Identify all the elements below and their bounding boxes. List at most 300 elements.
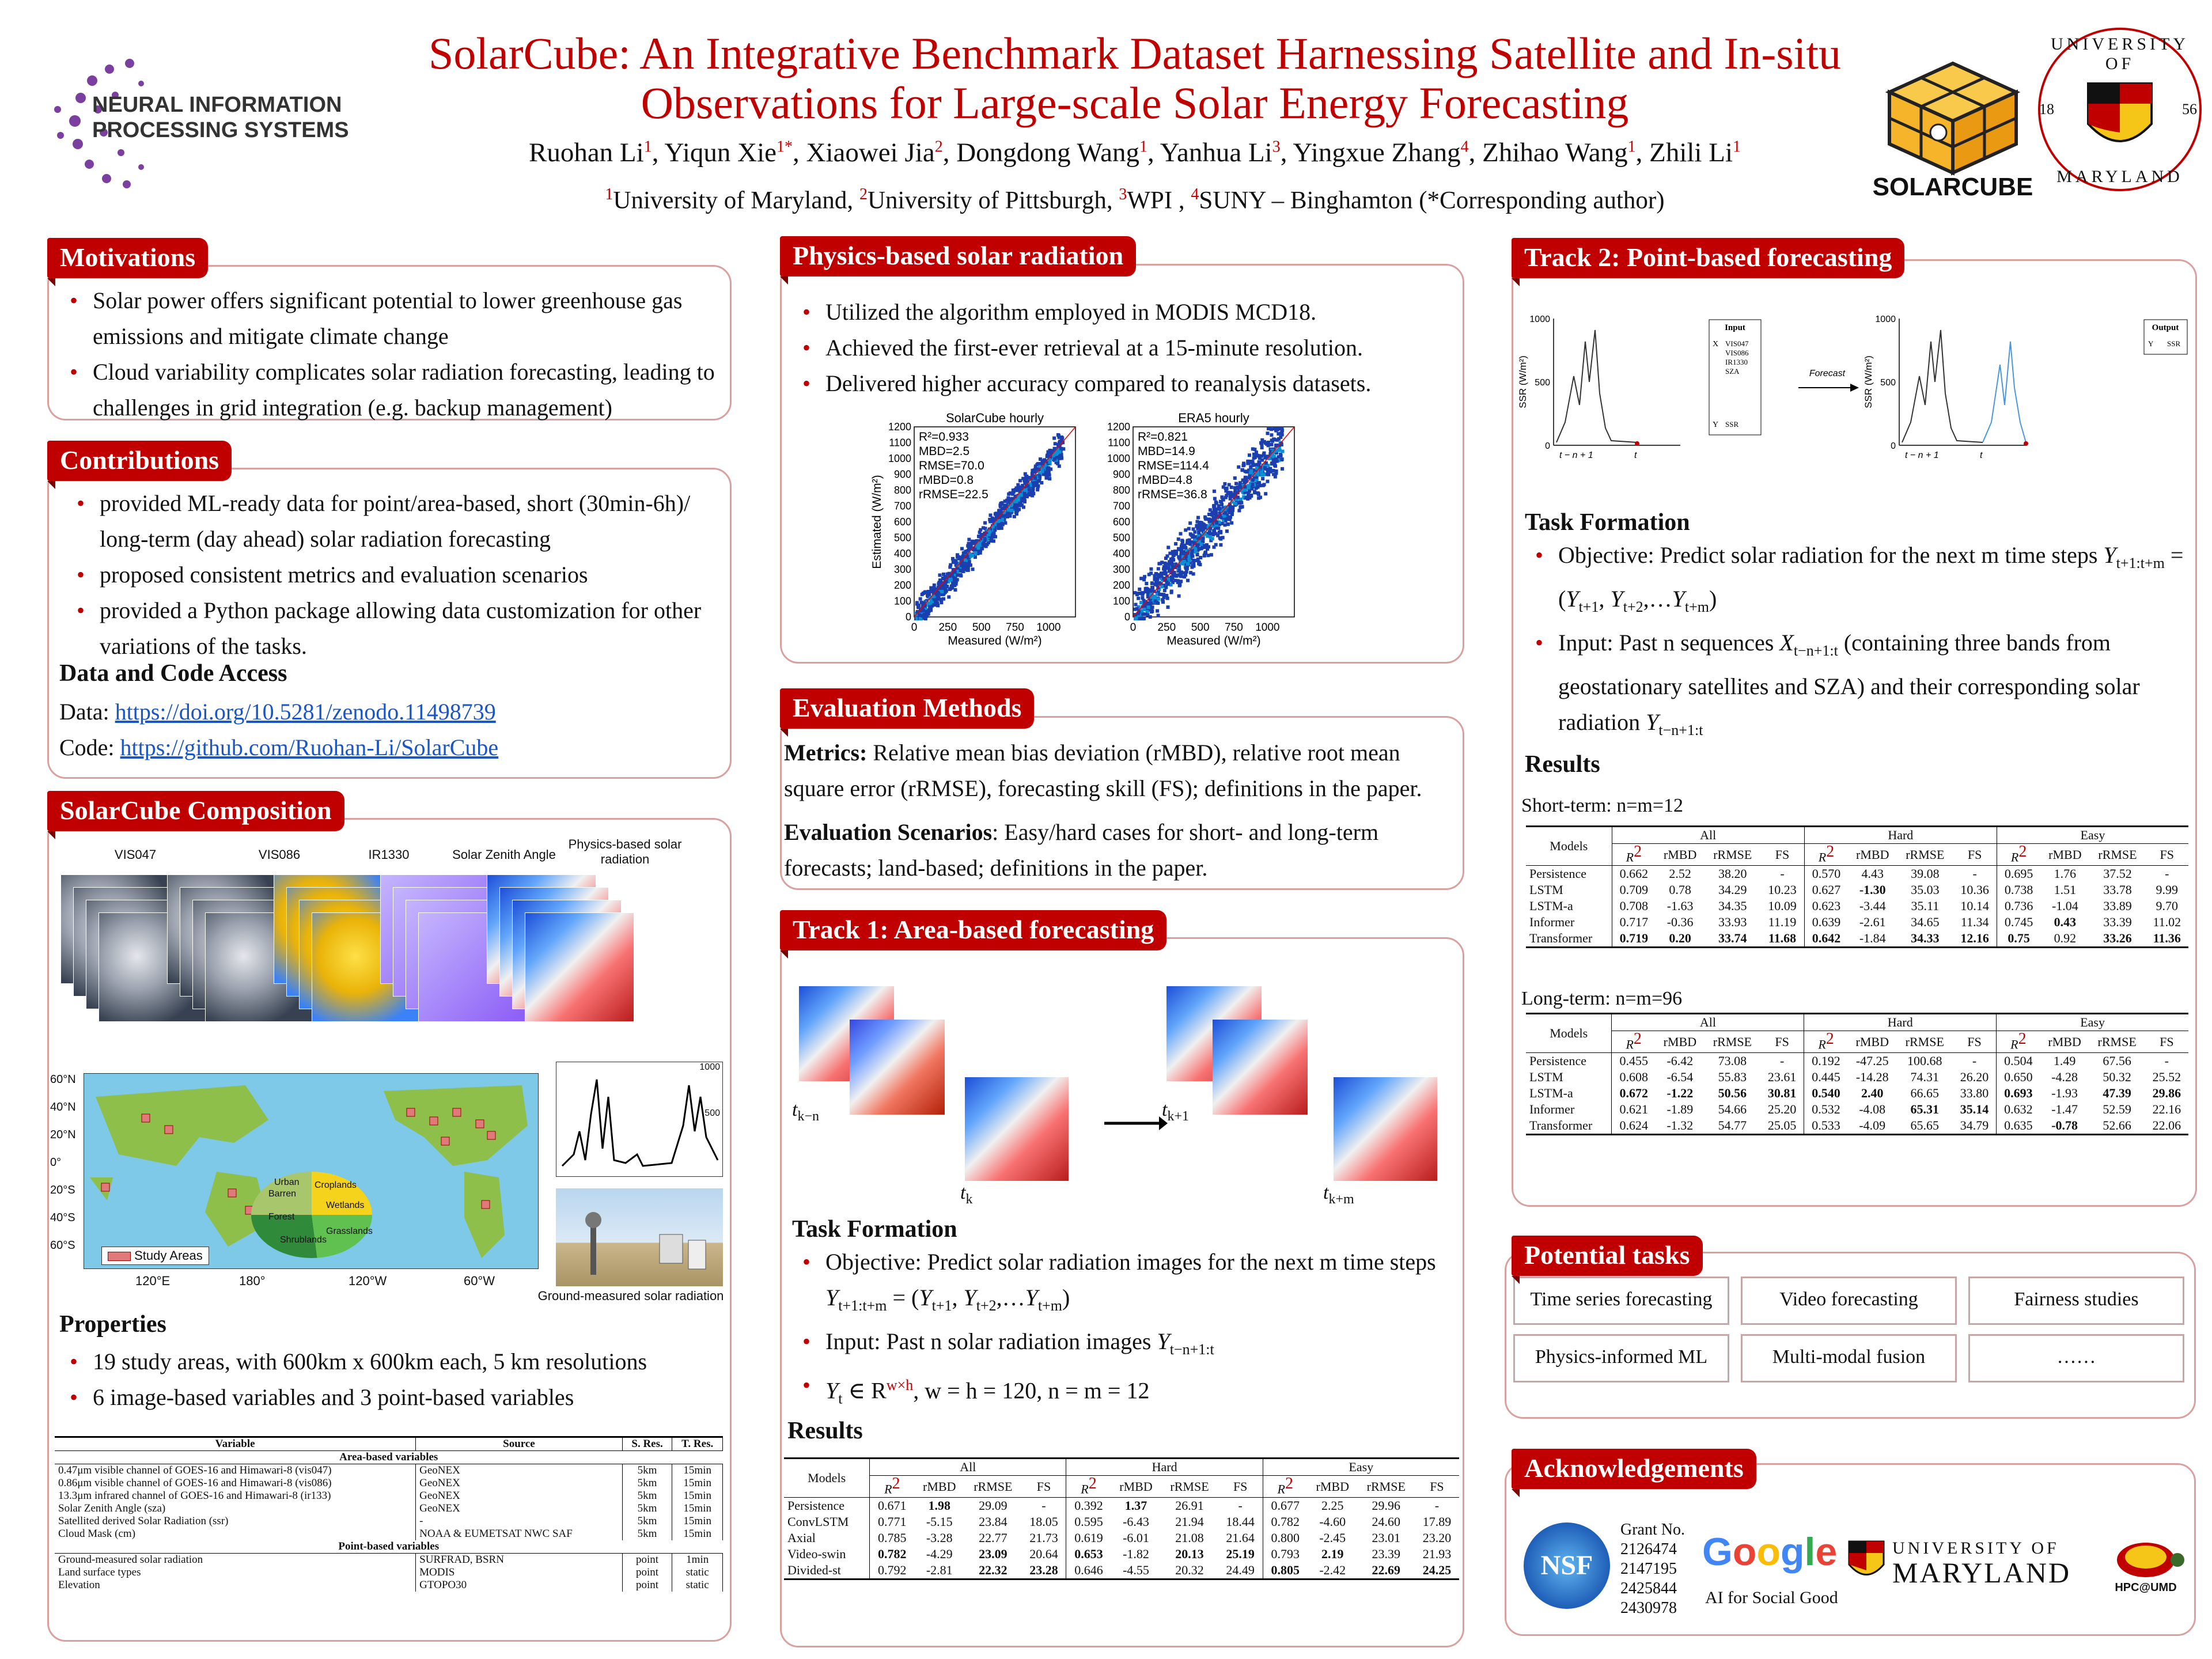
- result-cell: 0.619: [1074, 1531, 1103, 1546]
- scatter-point: [1054, 442, 1057, 445]
- table-row: [1526, 914, 2188, 930]
- col-header: rRMSE: [1705, 1031, 1760, 1053]
- scatter-point: [1154, 582, 1157, 586]
- scatter-point: [1200, 543, 1203, 546]
- group-header: Hard: [1804, 1014, 1997, 1031]
- channel-label: Physics-based solar radiation: [568, 837, 682, 866]
- google-logo: [1702, 1529, 1837, 1574]
- result-cell: 20.13: [1175, 1547, 1204, 1562]
- table-row: [55, 1579, 723, 1592]
- frame-label: $t_{k-n}$: [792, 1099, 819, 1124]
- track1-task-item: • $Y_t$ ∈ $R^{w\times h}$, w = h = 120, n = m = 12: [792, 1368, 1449, 1416]
- scatter-point: [1196, 516, 1200, 520]
- y-tick: 800: [893, 484, 911, 496]
- scatter-point: [1191, 535, 1194, 539]
- motivation-item: • Cloud variability complicates solar radiation forecasting, leading to challenges in grid integration (e.g. backup management): [59, 354, 722, 426]
- result-cell: 0.672: [1619, 1086, 1648, 1101]
- map-lon-label: 60°W: [464, 1274, 495, 1288]
- properties-title: Properties: [59, 1311, 166, 1338]
- result-cell: 55.83: [1718, 1070, 1747, 1085]
- scatter-point: [929, 600, 933, 603]
- potential-header: Potential tasks: [1512, 1236, 1703, 1276]
- scatter-point: [1257, 493, 1260, 496]
- scatter-plots: [870, 411, 1456, 669]
- scatter-point: [1150, 610, 1153, 613]
- scatter-point: [937, 595, 940, 599]
- data-access-title: Data and Code Access: [59, 660, 287, 687]
- scatter-point: [1134, 603, 1138, 607]
- scatter-point: [1192, 562, 1195, 565]
- scatter-point: [1048, 477, 1051, 480]
- scatter-point: [1274, 457, 1278, 461]
- result-cell: 0.532: [1812, 1102, 1840, 1117]
- result-cell: 38.20: [1718, 866, 1747, 881]
- result-cell: -4.28: [2051, 1070, 2078, 1085]
- result-cell: 0.78: [1669, 882, 1691, 897]
- scatter-point: [1001, 514, 1005, 518]
- result-cell: 0.92: [2040, 930, 2089, 948]
- result-cell: -6.54: [1666, 1070, 1694, 1085]
- scatter-point: [967, 538, 971, 541]
- grant-number: 2147195: [1620, 1560, 1677, 1578]
- result-cell: 0.445: [1812, 1070, 1840, 1085]
- google-letter: l: [1804, 1530, 1816, 1574]
- scatter-point: [1215, 521, 1218, 525]
- y-axis-label: SSR (W/m²): [1517, 355, 1528, 408]
- result-cell: 11.19: [1760, 914, 1804, 930]
- x-tick: 500: [972, 622, 991, 634]
- result-cell: 37.52: [2103, 866, 2132, 881]
- y-tick: 1100: [1108, 437, 1130, 449]
- result-cell: -: [1953, 866, 1997, 882]
- result-cell: -14.28: [1855, 1070, 1889, 1085]
- scatter-point: [984, 544, 988, 548]
- x-tick: 750: [1225, 622, 1243, 634]
- scatter-point: [1056, 462, 1059, 465]
- result-cell: 0.504: [2004, 1054, 2033, 1069]
- col-header: $R^2$: [870, 1476, 915, 1498]
- result-cell: 0.624: [1612, 1118, 1656, 1135]
- ack-box: [1505, 1463, 2196, 1636]
- pie-label: Forest: [268, 1212, 295, 1222]
- author-name: Yanhua Li: [1160, 138, 1272, 168]
- result-cell: 35.03: [1911, 882, 1940, 897]
- scatter-point: [1170, 578, 1173, 582]
- result-cell: 65.65: [1897, 1118, 1953, 1135]
- solarcube-logo-text: SOLARCUBE: [1872, 173, 2033, 201]
- scatter-point: [1168, 552, 1172, 555]
- scatter-point: [1185, 570, 1188, 574]
- channel-frame: [525, 912, 634, 1022]
- motivations-header: Motivations: [47, 238, 208, 278]
- result-cell: 25.19: [1218, 1546, 1263, 1562]
- composition-box: [47, 818, 732, 1642]
- scatter-chart: [870, 411, 1075, 647]
- scatter-point: [1189, 571, 1192, 574]
- map-lat-label: 60°S: [50, 1239, 75, 1252]
- table-row: [55, 1490, 723, 1502]
- scatter-point: [1217, 527, 1220, 530]
- result-cell: 0.192: [1812, 1054, 1840, 1069]
- col-header: rRMSE: [1705, 844, 1760, 866]
- ground-timeseries: [556, 1062, 723, 1177]
- scatter-title: ERA5 hourly: [1178, 411, 1249, 425]
- affiliations: [300, 185, 1970, 214]
- scatter-point: [1139, 601, 1143, 604]
- x-axis-label: Measured (W/m²): [1166, 634, 1261, 647]
- scatter-point: [1213, 490, 1216, 493]
- scatter-point: [1240, 468, 1244, 472]
- result-cell: 25.52: [2152, 1070, 2181, 1085]
- table-row: [55, 1477, 723, 1490]
- result-cell: 0.540: [1812, 1086, 1840, 1101]
- motivations-list: [59, 283, 722, 426]
- scatter-point: [1024, 488, 1027, 492]
- result-cell: -2.42: [1308, 1562, 1358, 1580]
- scatter-point: [1142, 578, 1146, 581]
- result-cell: 1.76: [2054, 866, 2077, 881]
- input-box-frame: [1709, 320, 1761, 435]
- author-sep: ,: [1147, 138, 1160, 168]
- pie-label: Barren: [268, 1189, 297, 1199]
- result-cell: 0.782: [878, 1547, 907, 1562]
- output-yvar: SSR: [2167, 339, 2181, 348]
- table-row: [1526, 1101, 2188, 1118]
- author-sup: 1: [643, 138, 652, 156]
- scatter-point: [951, 557, 955, 560]
- y-tick: 700: [893, 500, 911, 512]
- scatter-point: [1247, 484, 1251, 488]
- table-row: [1526, 898, 2188, 914]
- scatter-point: [919, 597, 922, 601]
- result-cell: 10.23: [1760, 882, 1804, 898]
- google-letter: e: [1815, 1530, 1838, 1574]
- table-row: [1526, 1118, 2188, 1135]
- scatter-point: [1161, 600, 1165, 603]
- ack-header: Acknowledgements: [1512, 1449, 1756, 1489]
- table-row: [55, 1464, 723, 1478]
- col-header: rRMSE: [1897, 1031, 1953, 1053]
- scatter-point: [1260, 438, 1264, 442]
- composition-header: SolarCube Composition: [47, 791, 344, 831]
- scatter-point: [1142, 617, 1146, 620]
- scatter-point: [1260, 442, 1263, 446]
- result-cell: -: [2164, 1054, 2169, 1069]
- y-tick: 0: [1545, 441, 1550, 451]
- data-link[interactable]: https://doi.org/10.5281/zenodo.11498739: [115, 699, 496, 725]
- result-cell: 0.792: [870, 1562, 915, 1580]
- scatter-point: [934, 601, 938, 604]
- scatter-point: [1157, 562, 1161, 566]
- scatter-stat: R²=0.821: [1138, 430, 1188, 444]
- ssr-history-line: [1556, 330, 1637, 442]
- y-tick: 1200: [888, 421, 911, 433]
- result-cell: -4.60: [1319, 1514, 1346, 1529]
- scatter-point: [1003, 521, 1007, 525]
- author-name: Ruohan Li: [528, 138, 644, 168]
- x-tick: 250: [1157, 622, 1176, 634]
- var-table-cell: GeoNEX: [416, 1464, 623, 1478]
- col-header: rMBD: [1848, 1031, 1897, 1053]
- var-table-cell: 5km: [622, 1528, 672, 1540]
- y-tick: 900: [893, 468, 911, 480]
- result-cell: 0.695: [2004, 866, 2033, 881]
- result-cell: 0.627: [1812, 882, 1841, 897]
- result-cell: 47.39: [2103, 1086, 2131, 1101]
- scatter-point: [1218, 507, 1221, 510]
- result-cell: 25.05: [1760, 1118, 1804, 1135]
- result-cell: 29.86: [2152, 1086, 2181, 1101]
- properties-list: [59, 1344, 722, 1415]
- poster-title: [300, 29, 1970, 128]
- scatter-point: [1213, 505, 1216, 508]
- scatter-point: [981, 543, 984, 546]
- author-sup: 1: [1139, 138, 1147, 156]
- data-label: Data:: [59, 699, 115, 725]
- scatter-point: [1146, 593, 1150, 596]
- y-tick: 600: [1112, 516, 1130, 528]
- var-table-cell: Cloud Mask (cm): [55, 1528, 416, 1540]
- input-frame-3: [965, 1077, 1069, 1181]
- col-header: rMBD: [1656, 844, 1705, 866]
- grant-number: 2126474: [1620, 1540, 1677, 1558]
- var-table-section: Area-based variables: [55, 1451, 723, 1464]
- ts-tick-1000: 1000: [699, 1062, 720, 1072]
- scatter-point: [1174, 542, 1177, 546]
- col-header: rMBD: [914, 1476, 964, 1498]
- result-cell: 21.08: [1175, 1531, 1204, 1546]
- var-table-cell: GTOPO30: [416, 1579, 623, 1592]
- result-cell: 23.09: [979, 1547, 1007, 1562]
- result-cell: 35.11: [1911, 899, 1940, 914]
- scatter-point: [938, 578, 942, 582]
- result-cell: -: [1021, 1498, 1066, 1514]
- result-cell: 1.49: [2053, 1054, 2076, 1069]
- scatter-point: [1251, 464, 1255, 467]
- y-tick: 500: [1535, 378, 1550, 388]
- var-table-cell: GeoNEX: [416, 1502, 623, 1515]
- result-cell: -: [1760, 866, 1804, 882]
- y-tick: 200: [1112, 579, 1130, 591]
- result-cell: Persistence: [784, 1498, 870, 1514]
- y-tick: 1000: [888, 453, 911, 464]
- y-axis-label: Estimated (W/m²): [870, 475, 884, 569]
- track1-table-wrap: [784, 1457, 1459, 1580]
- result-cell: 0.623: [1812, 899, 1841, 914]
- author-sep: ,: [942, 138, 957, 168]
- result-cell: Video-swin: [784, 1546, 870, 1562]
- scatter-point: [1166, 605, 1170, 609]
- scatter-point: [1233, 476, 1237, 480]
- scatter-point: [949, 563, 952, 567]
- scatter-point: [1199, 556, 1202, 559]
- scatter-point: [1257, 497, 1260, 500]
- result-cell: 10.09: [1760, 898, 1804, 914]
- scatter-point: [962, 570, 965, 573]
- result-cell: 22.16: [2152, 1102, 2181, 1117]
- x-tick: 1000: [1255, 622, 1280, 634]
- scatter-point: [1145, 582, 1148, 585]
- map-lon-label: 120°W: [349, 1274, 387, 1288]
- result-cell: 0.635: [1997, 1118, 2040, 1135]
- scatter-stat: RMSE=114.4: [1138, 459, 1209, 472]
- result-cell: 0.20: [1656, 930, 1705, 948]
- scatter-point: [1038, 475, 1041, 478]
- scatter-point: [1192, 527, 1195, 531]
- result-cell: 23.01: [1372, 1531, 1401, 1546]
- col-header: FS: [1760, 1031, 1804, 1053]
- scatter-stat: RMSE=70.0: [919, 459, 984, 472]
- result-cell: 10.14: [1953, 898, 1997, 914]
- scatter-stat: rRMSE=22.5: [919, 488, 988, 501]
- result-cell: 0.805: [1263, 1562, 1308, 1580]
- scatter-point: [923, 590, 927, 594]
- x-axis-label: Measured (W/m²): [948, 634, 1042, 647]
- scatter-point: [983, 521, 987, 525]
- potential-task-cell: Physics-informed ML: [1513, 1334, 1729, 1382]
- scatter-point: [1149, 567, 1153, 571]
- scatter-point: [941, 586, 944, 590]
- scatter-point: [1149, 571, 1153, 575]
- result-cell: 66.65: [1910, 1086, 1940, 1101]
- scatter-point: [1173, 550, 1177, 554]
- code-link[interactable]: https://github.com/Ruohan-Li/SolarCube: [120, 734, 499, 760]
- var-table-cell: GeoNEX: [416, 1477, 623, 1490]
- scatter-point: [1244, 469, 1247, 473]
- scatter-stat: R²=0.933: [919, 430, 969, 444]
- scatter-point: [1168, 560, 1171, 563]
- result-cell: 54.66: [1718, 1102, 1747, 1117]
- scatter-point: [1225, 487, 1229, 490]
- result-cell: 24.49: [1218, 1562, 1263, 1580]
- result-cell: 11.02: [2153, 915, 2181, 930]
- result-cell: 52.66: [2089, 1118, 2145, 1135]
- scatter-point: [1188, 559, 1191, 562]
- potential-task-cell: Multi-modal fusion: [1741, 1334, 1957, 1382]
- scatter-point: [979, 551, 982, 555]
- var-table-cell: 15min: [672, 1490, 723, 1502]
- scatter-point: [1230, 521, 1233, 525]
- result-cell: -2.61: [1859, 915, 1886, 930]
- scatter-point: [1257, 461, 1261, 465]
- result-cell: 24.60: [1372, 1514, 1401, 1529]
- result-cell: -1.47: [2051, 1102, 2078, 1117]
- col-header: $R^2$: [1263, 1476, 1308, 1498]
- variables-table-wrap: [55, 1436, 723, 1592]
- result-cell: 0.719: [1612, 930, 1656, 948]
- result-cell: 12.16: [1953, 930, 1997, 948]
- scatter-stat: MBD=14.9: [1138, 445, 1195, 458]
- author-name: Yingxue Zhang: [1293, 138, 1461, 168]
- ssr-panel: [1863, 315, 2028, 460]
- scatter-point: [964, 550, 968, 553]
- result-cell: -5.15: [926, 1514, 953, 1529]
- table-row: [55, 1515, 723, 1528]
- scatter-point: [921, 593, 924, 596]
- var-table-cell: static: [672, 1579, 723, 1592]
- scatter-point: [945, 585, 949, 588]
- result-cell: 23.39: [1372, 1547, 1401, 1562]
- scatter-point: [1172, 553, 1175, 556]
- col-header: rMBD: [2040, 1031, 2089, 1053]
- author-name: Zhili Li: [1649, 138, 1733, 168]
- result-cell: Informer: [1526, 1101, 1612, 1118]
- scatter-point: [1186, 579, 1190, 582]
- map-lat-label: 20°N: [50, 1128, 76, 1141]
- scatter-point: [1229, 495, 1232, 498]
- table-row: [784, 1562, 1459, 1580]
- scatter-point: [1041, 469, 1044, 473]
- code-label: Code:: [59, 734, 120, 760]
- result-cell: 20.64: [1021, 1546, 1066, 1562]
- scatter-point: [954, 577, 957, 581]
- scatter-point: [1013, 515, 1016, 518]
- var-table-cell: 15min: [672, 1464, 723, 1478]
- result-cell: 21.64: [1218, 1530, 1263, 1546]
- legend-label: Study Areas: [134, 1248, 203, 1263]
- nsf-text: NSF: [1540, 1550, 1593, 1581]
- table-row: [784, 1514, 1459, 1530]
- scatter-point: [1009, 491, 1012, 495]
- var-table-cell: Land surface types: [55, 1566, 416, 1579]
- result-cell: 33.80: [1953, 1085, 1997, 1101]
- evaluation-header: Evaluation Methods: [780, 688, 1034, 729]
- y-tick: 1200: [1107, 421, 1130, 433]
- scatter-point: [1135, 607, 1139, 611]
- table-row: [55, 1566, 723, 1579]
- scatter-point: [1157, 575, 1160, 579]
- result-cell: -0.78: [2040, 1118, 2089, 1135]
- scatter-point: [1008, 498, 1012, 502]
- y-tick: 300: [1112, 563, 1130, 575]
- result-cell: 20.32: [1161, 1562, 1218, 1580]
- scatter-point: [1151, 586, 1154, 589]
- var-table-cell: 0.47μm visible channel of GOES-16 and Himawari-8 (vis047): [55, 1464, 416, 1478]
- result-cell: 0.533: [1804, 1118, 1848, 1135]
- scatter-title: SolarCube hourly: [946, 411, 1044, 425]
- result-cell: 50.56: [1718, 1086, 1747, 1101]
- models-header: Models: [784, 1459, 870, 1498]
- scatter-point: [1001, 507, 1004, 510]
- scatter-point: [1238, 501, 1242, 504]
- scatter-point: [1181, 544, 1185, 548]
- table-row: [1526, 882, 2188, 898]
- scatter-point: [1015, 498, 1018, 502]
- scatter-point: [1138, 588, 1141, 591]
- scatter-point: [1046, 474, 1049, 477]
- y-tick: 800: [1112, 484, 1130, 496]
- scatter-point: [1163, 589, 1166, 592]
- y-tick: 0: [1891, 441, 1896, 451]
- property-item: • 19 study areas, with 600km x 600km each, 5 km resolutions: [59, 1344, 722, 1380]
- scatter-point: [1220, 503, 1224, 506]
- result-cell: 0.639: [1812, 915, 1841, 930]
- col-header: FS: [1415, 1476, 1459, 1498]
- result-cell: 22.77: [979, 1531, 1007, 1546]
- y-tick: 500: [1112, 532, 1130, 544]
- table-row: [55, 1554, 723, 1567]
- scatter-point: [1010, 509, 1013, 512]
- y-tick: 100: [893, 595, 911, 607]
- scatter-point: [1141, 591, 1144, 594]
- result-cell: 33.74: [1705, 930, 1760, 948]
- scatter-point: [1197, 531, 1200, 535]
- var-table-cell: Satellited derived Solar Radiation (ssr): [55, 1515, 416, 1528]
- result-cell: 18.05: [1021, 1514, 1066, 1530]
- result-cell: -4.09: [1848, 1118, 1897, 1135]
- col-header: $R^2$: [1997, 1031, 2040, 1053]
- contribution-item: • provided ML-ready data for point/area-based, short (30min-6h)/ long-term (day ahead) solar radiation forecasting: [66, 486, 717, 557]
